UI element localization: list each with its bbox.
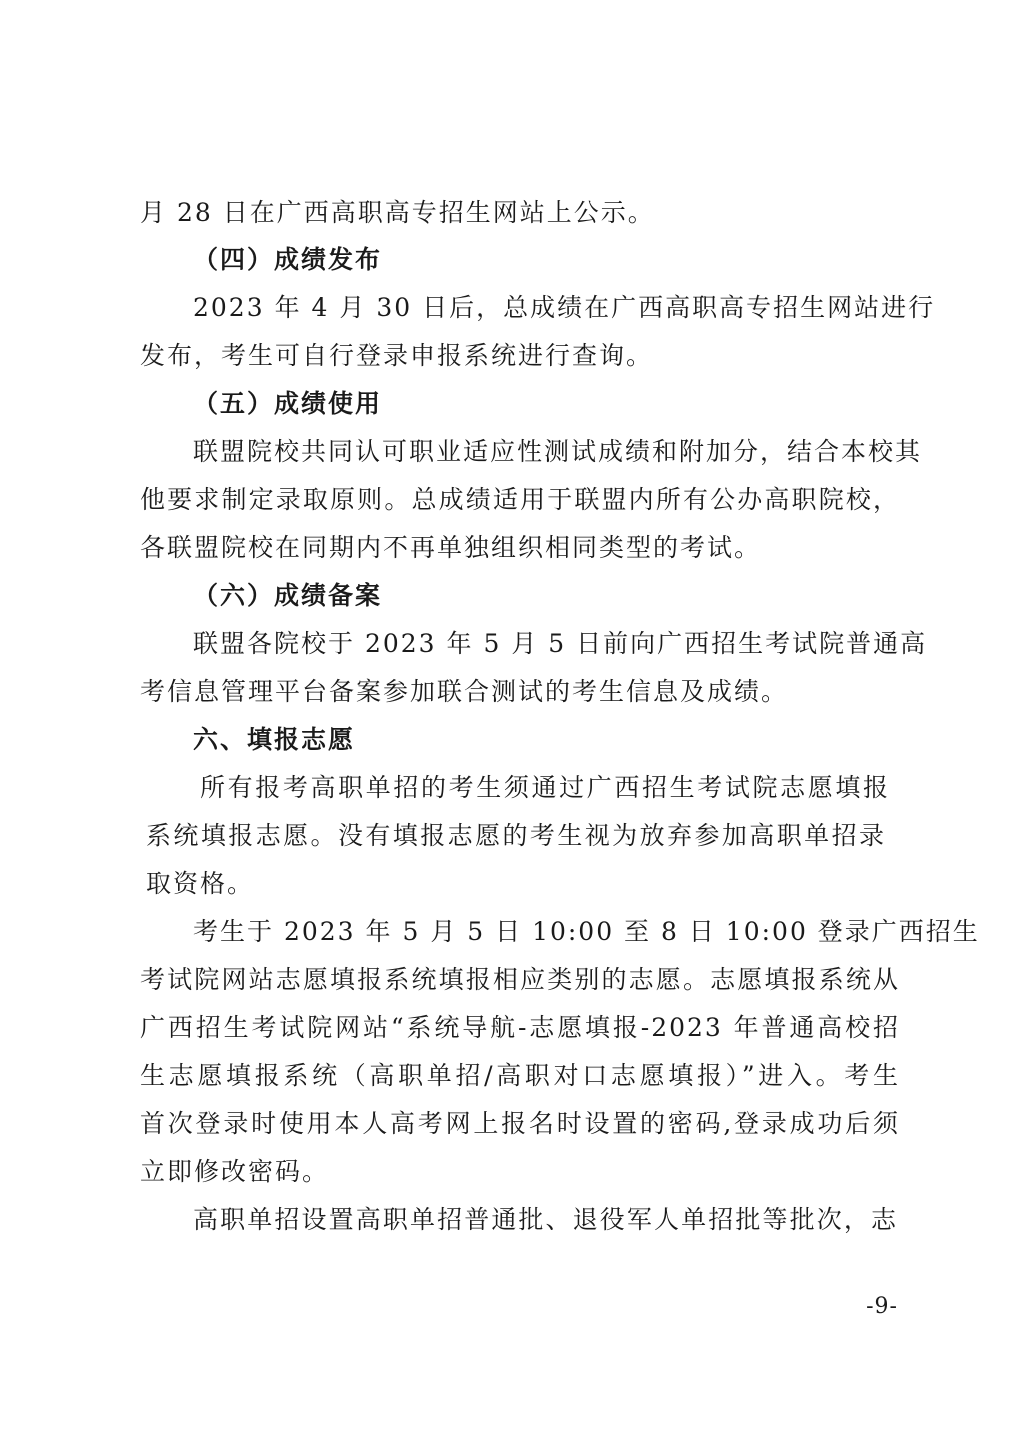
body-line: 首次登录时使用本人高考网上报名时设置的密码,登录成功后须 xyxy=(140,1109,900,1138)
body-line: 立即修改密码。 xyxy=(140,1157,330,1186)
body-line: 考信息管理平台备案参加联合测试的考生信息及成绩。 xyxy=(140,677,789,706)
body-line: 所有报考高职单招的考生须通过广西招生考试院志愿填报 xyxy=(200,773,890,802)
body-line: 考试院网站志愿填报系统填报相应类别的志愿。志愿填报系统从 xyxy=(140,965,900,994)
body-line: 联盟院校共同认可职业适应性测试成绩和附加分，结合本校其 xyxy=(193,437,923,466)
body-line: 各联盟院校在同期内不再单独组织相同类型的考试。 xyxy=(140,533,762,562)
section-heading-four: （四）成绩发布 xyxy=(193,245,383,274)
section-heading-six-sub: （六）成绩备案 xyxy=(193,581,383,610)
body-line: 高职单招设置高职单招普通批、退役军人单招批等批次，志 xyxy=(193,1205,898,1234)
body-line: 联盟各院校于 2023 年 5 月 5 日前向广西招生考试院普通高 xyxy=(193,629,928,658)
body-line: 系统填报志愿。没有填报志愿的考生视为放弃参加高职单招录 xyxy=(146,821,886,850)
body-line: 生志愿填报系统（高职单招/高职对口志愿填报）”进入。考生 xyxy=(140,1061,900,1090)
section-heading-six-main: 六、填报志愿 xyxy=(193,725,356,754)
body-line: 取资格。 xyxy=(146,869,255,898)
body-line: 广西招生考试院网站“系统导航-志愿填报-2023 年普通高校招 xyxy=(140,1013,900,1042)
body-line: 2023 年 4 月 30 日后，总成绩在广西高职高专招生网站进行 xyxy=(193,293,936,322)
body-line: 月 28 日在广西高职高专招生网站上公示。 xyxy=(140,198,655,227)
page-number: -9- xyxy=(866,1294,898,1319)
body-line: 他要求制定录取原则。总成绩适用于联盟内所有公办高职院校， xyxy=(140,485,900,514)
section-heading-five: （五）成绩使用 xyxy=(193,389,383,418)
body-line: 发布，考生可自行登录申报系统进行查询。 xyxy=(140,341,654,370)
body-line: 考生于 2023 年 5 月 5 日 10:00 至 8 日 10:00 登录广西招生 xyxy=(193,917,980,946)
